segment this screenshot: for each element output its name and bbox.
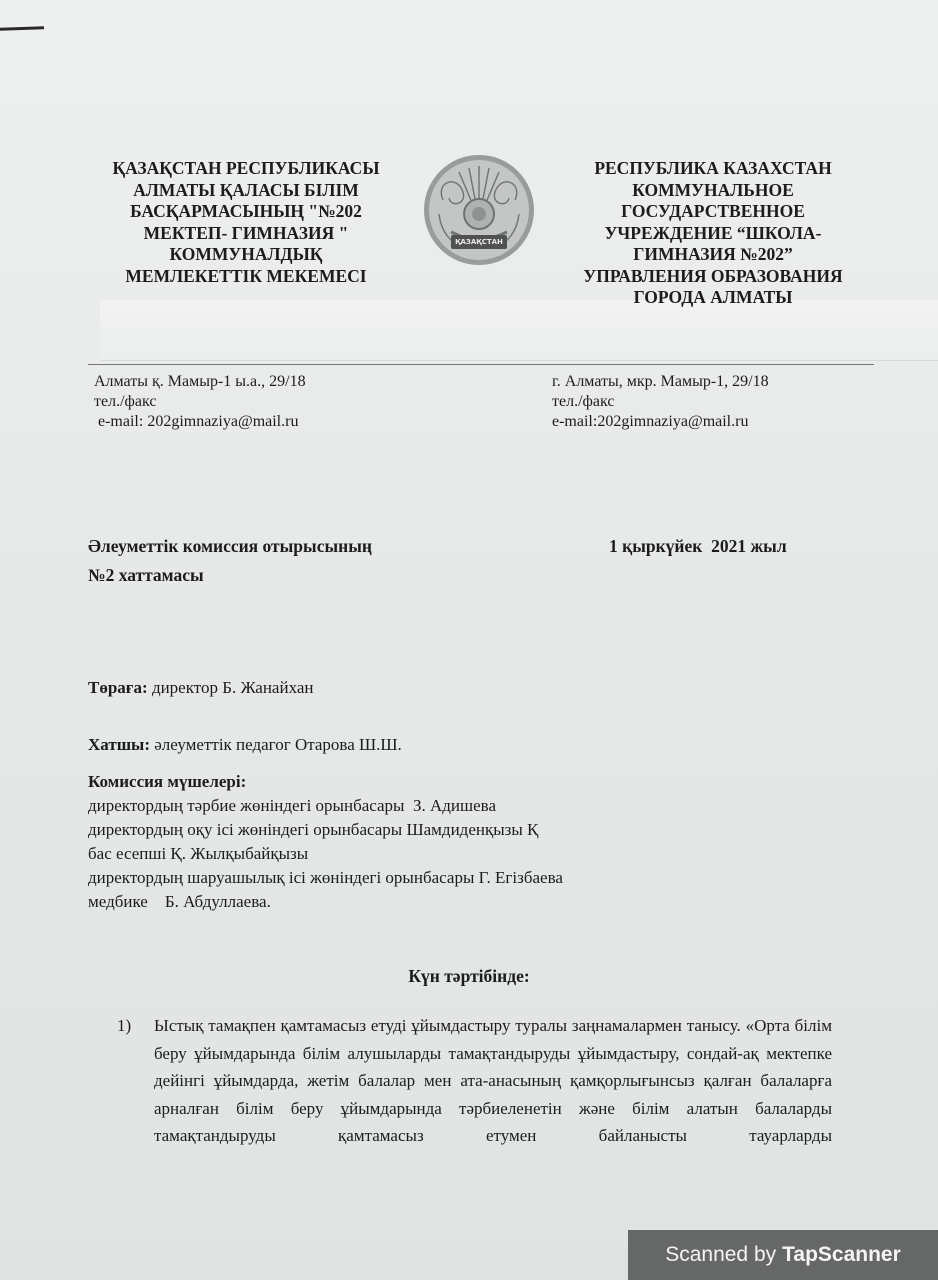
contact-block-russian (552, 372, 769, 432)
protocol-title (88, 532, 372, 590)
member-item: директордың тәрбие жөніндегі орынбасары З. Адишева (88, 796, 497, 815)
emblem-caption: ҚАЗАҚСТАН (455, 238, 503, 246)
header-left-line: МЕКТЕП- ГИМНАЗИЯ " (143, 222, 349, 243)
agenda-item (117, 1012, 832, 1150)
header-left-line: ҚАЗАҚСТАН РЕСПУБЛИКАСЫ (112, 158, 380, 178)
paper-edge-mark (0, 26, 44, 31)
header-divider (88, 364, 874, 365)
secretary-line (88, 734, 402, 755)
contact-address: Алматы қ. Мамыр-1 ы.а., 29/18 (94, 373, 306, 390)
contact-email: e-mail:202gimnaziya@mail.ru (552, 413, 749, 430)
member-item: бас есепші Қ. Жылқыбайқызы (88, 844, 309, 863)
protocol-title-line: Әлеуметтік комиссия отырысының (88, 536, 372, 556)
state-emblem (421, 152, 537, 268)
agenda-item-text: Ыстық тамақпен қамтамасыз етуді ұйымдастыру туралы заңнамалармен танысу. «Орта білім беру ұйымдарында білім алушыларды тамақтандыруды ұйымдастыру, сондай-ақ мектепке дейінгі ұйымдарда, жетім балалар мен ата-анасының қамқорлығынсыз қалған балаларға арналған білім беру ұйымдарында тәрбиеленетін және білім алатын балаларды тамақтандыруды қамтамасыз етумен байланысты тауарларды (154, 1016, 832, 1145)
contact-block-kazakh (94, 372, 306, 432)
header-right-line: УЧРЕЖДЕНИЕ “ШКОЛА- (604, 222, 822, 243)
chair-label: Төраға: (88, 678, 148, 697)
header-right-line: РЕСПУБЛИКА КАЗАХСТАН (594, 158, 832, 178)
protocol-number: №2 хаттамасы (88, 565, 204, 585)
secretary-label: Хатшы: (88, 735, 150, 754)
header-right-line: УПРАВЛЕНИЯ ОБРАЗОВАНИЯ (583, 265, 843, 286)
scanner-watermark (628, 1230, 938, 1280)
header-kazakh (88, 158, 404, 287)
header-right-line: ГОСУДАРСТВЕННОЕ (621, 201, 805, 221)
agenda-title: Күн тәртібінде: (408, 966, 530, 986)
member-item: директордың оқу ісі жөніндегі орынбасары Шамдиденқызы Қ (88, 820, 539, 839)
member-item: медбике Б. Абдуллаева. (88, 892, 271, 911)
contact-address: г. Алматы, мкр. Мамыр-1, 29/18 (552, 373, 769, 390)
secretary-value: әлеуметтік педагог Отарова Ш.Ш. (149, 735, 402, 754)
state-emblem-icon (421, 152, 537, 268)
header-left-line: МЕМЛЕКЕТТІК МЕКЕМЕСІ (125, 265, 367, 286)
header-left-line: КОММУНАЛДЫҚ (169, 244, 323, 264)
commission-members (88, 770, 563, 914)
chair-line (88, 677, 314, 698)
protocol-date: 1 қыркүйек 2021 жыл (609, 536, 787, 556)
header-left-line: АЛМАТЫ ҚАЛАСЫ БІЛІМ (133, 179, 359, 200)
chair-value: директор Б. Жанайхан (147, 678, 314, 697)
paper-fold-shadow (100, 300, 938, 361)
contact-phone: тел./факс (94, 393, 157, 410)
header-right-line: КОММУНАЛЬНОЕ (632, 179, 794, 200)
contact-email: e-mail: 202gimnaziya@mail.ru (94, 413, 299, 430)
header-right-line: ГИМНАЗИЯ №202” (633, 244, 793, 264)
header-right-line: ГОРОДА АЛМАТЫ (633, 287, 793, 307)
members-title: Комиссия мүшелері: (88, 772, 247, 791)
header-russian (548, 158, 878, 309)
member-item: директордың шаруашылық ісі жөніндегі орынбасары Г. Егізбаева (88, 868, 563, 887)
watermark-brand: TapScanner (782, 1243, 901, 1266)
watermark-prefix: Scanned by (665, 1243, 777, 1266)
contact-phone: тел./факс (552, 393, 615, 410)
agenda-item-number: 1) (117, 1016, 132, 1035)
header-left-line: БАСҚАРМАСЫНЫҢ "№202 (130, 201, 362, 221)
